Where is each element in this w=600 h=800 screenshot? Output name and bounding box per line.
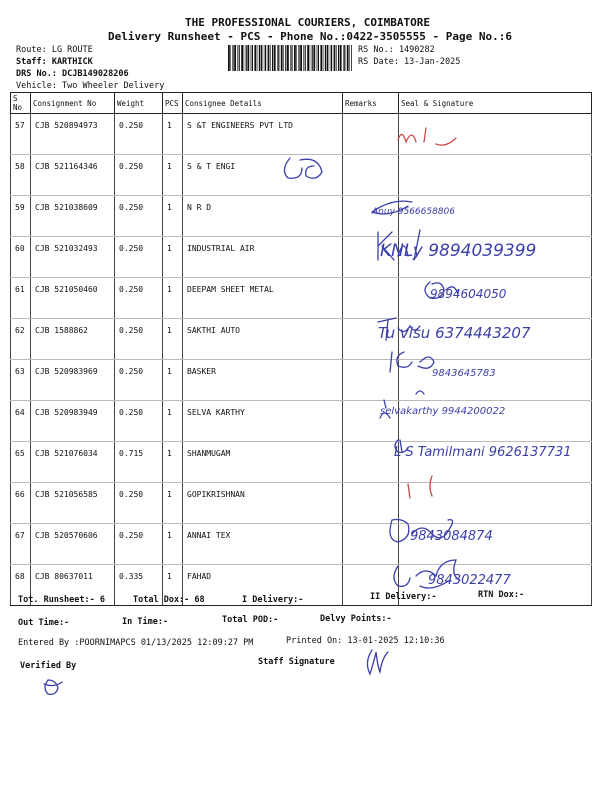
barcode-bar [261, 45, 263, 71]
cell-consignee: SELVA KARTHY [183, 401, 343, 442]
table-row [11, 524, 592, 565]
barcode-bar [291, 45, 292, 71]
barcode-bar [257, 45, 258, 71]
cell-sno: 61 [11, 278, 31, 319]
cell-signature [399, 442, 592, 483]
cell-sno: 59 [11, 196, 31, 237]
cell-sno: 66 [11, 483, 31, 524]
barcode-bar [330, 45, 331, 71]
barcode-bar [336, 45, 337, 71]
cell-signature [399, 237, 592, 278]
table-row [11, 360, 592, 401]
handwriting-65: L S Tamilmani 9626137731 [394, 445, 572, 460]
handwriting-64: selvakarthy 9944200022 [380, 406, 506, 417]
handwriting-67: 9843084874 [410, 529, 493, 544]
barcode-bar [325, 45, 326, 71]
barcode-bar [334, 45, 336, 71]
barcode-bar [274, 45, 276, 71]
cell-pcs: 1 [163, 114, 183, 155]
barcode-bar [349, 45, 350, 71]
barcode-bar [285, 45, 286, 71]
verified-by-label: Verified By [20, 661, 77, 671]
barcode-bar [307, 45, 309, 71]
handwriting-63: 9843645783 [432, 368, 496, 379]
barcode-bar [351, 45, 352, 71]
cell-signature [399, 360, 592, 401]
cell-weight: 0.250 [115, 524, 163, 565]
cell-sno: 58 [11, 155, 31, 196]
handwriting-60: KNLy 9894039399 [380, 241, 537, 261]
cell-weight: 0.250 [115, 155, 163, 196]
cell-consignee: DEEPAM SHEET METAL [183, 278, 343, 319]
col-header-pcs: PCS [163, 93, 183, 114]
cell-consignment: CJB 520894973 [31, 114, 115, 155]
cell-consignment: CJB 80637011 [31, 565, 115, 606]
cell-consignment: CJB 1588862 [31, 319, 115, 360]
barcode-image [228, 45, 352, 71]
barcode-bar [338, 45, 339, 71]
table-row [11, 278, 592, 319]
col-header-signature: Seal & Signature [399, 93, 592, 114]
cell-consignee: FAHAD [183, 565, 343, 606]
cell-remarks [343, 442, 399, 483]
cell-consignment: CJB 521038609 [31, 196, 115, 237]
rtn-dox: RTN Dox:- [478, 590, 525, 600]
cell-pcs: 1 [163, 155, 183, 196]
staff-signature-label: Staff Signature [258, 657, 335, 667]
cell-signature [399, 196, 592, 237]
barcode-bar [303, 45, 304, 71]
cell-sno: 68 [11, 565, 31, 606]
cell-pcs: 1 [163, 360, 183, 401]
cell-pcs: 1 [163, 565, 183, 606]
cell-remarks [343, 401, 399, 442]
handwriting-62: Tu visu 6374443207 [378, 324, 531, 342]
barcode-bar [296, 45, 297, 71]
barcode-bar [340, 45, 342, 71]
cell-signature [399, 114, 592, 155]
delvy-points: Delvy Points:- [320, 614, 392, 624]
rs-number: RS No.: 1490282 [358, 45, 435, 55]
barcode-bar [298, 45, 299, 71]
cell-pcs: 1 [163, 319, 183, 360]
barcode-bar [244, 45, 245, 71]
cell-consignment: CJB 520983949 [31, 401, 115, 442]
barcode-bar [281, 45, 283, 71]
barcode-bar [344, 45, 345, 71]
cell-sno: 63 [11, 360, 31, 401]
cell-consignee: GOPIKRISHNAN [183, 483, 343, 524]
barcode-bar [241, 45, 243, 71]
cell-consignee: S & T ENGI [183, 155, 343, 196]
barcode-bar [317, 45, 318, 71]
barcode-bar [343, 45, 344, 71]
barcode-bar [278, 45, 279, 71]
table-row [11, 401, 592, 442]
cell-sno: 64 [11, 401, 31, 442]
cell-consignment: CJB 521056585 [31, 483, 115, 524]
runsheet-table [10, 92, 592, 606]
col-header-sno: S No [11, 93, 31, 114]
barcode-bar [287, 45, 289, 71]
barcode-bar [237, 45, 238, 71]
barcode-bar [228, 45, 230, 71]
cell-consignee: S &T ENGINEERS PVT LTD [183, 114, 343, 155]
staff-label: Staff: KARTHICK [16, 57, 93, 67]
cell-weight: 0.335 [115, 565, 163, 606]
cell-sno: 65 [11, 442, 31, 483]
cell-sno: 60 [11, 237, 31, 278]
cell-signature [399, 401, 592, 442]
cell-consignee: BASKER [183, 360, 343, 401]
cell-consignment: CJB 521164346 [31, 155, 115, 196]
barcode-bar [272, 45, 273, 71]
printed-on: Printed On: 13-01-2025 12:10:36 [286, 636, 445, 646]
barcode-bar [246, 45, 247, 71]
table-row [11, 155, 592, 196]
barcode-bar [277, 45, 278, 71]
table-row [11, 196, 592, 237]
cell-consignment: CJB 521050460 [31, 278, 115, 319]
barcode-bar [252, 45, 253, 71]
barcode-bar [265, 45, 266, 71]
cell-weight: 0.250 [115, 483, 163, 524]
cell-weight: 0.250 [115, 360, 163, 401]
cell-remarks [343, 196, 399, 237]
barcode-bar [318, 45, 319, 71]
runsheet-subtitle: Delivery Runsheet - PCS - Phone No.:0422-3505555 - Page No.:6 [108, 30, 512, 43]
cell-signature [399, 155, 592, 196]
cell-consignee: INDUSTRIAL AIR [183, 237, 343, 278]
barcode-bar [268, 45, 270, 71]
barcode-bar [283, 45, 284, 71]
in-time: In Time:- [122, 617, 169, 627]
vehicle-label: Vehicle: Two Wheeler Delivery [16, 81, 165, 91]
barcode-bar [294, 45, 296, 71]
cell-signature [399, 483, 592, 524]
cell-weight: 0.250 [115, 237, 163, 278]
barcode-bar [254, 45, 256, 71]
rs-date: RS Date: 13-Jan-2025 [358, 57, 461, 67]
col-header-remarks: Remarks [343, 93, 399, 114]
barcode-bar [320, 45, 322, 71]
cell-signature [399, 278, 592, 319]
route-label: Route: LG ROUTE [16, 45, 93, 55]
cell-remarks [343, 278, 399, 319]
cell-remarks [343, 237, 399, 278]
company-name: THE PROFESSIONAL COURIERS, COIMBATORE [185, 16, 431, 29]
cell-weight: 0.250 [115, 196, 163, 237]
cell-sno: 57 [11, 114, 31, 155]
cell-pcs: 1 [163, 278, 183, 319]
table-header-row [11, 93, 592, 114]
col-header-weight: Weight [115, 93, 163, 114]
barcode-bar [264, 45, 265, 71]
cell-remarks [343, 114, 399, 155]
barcode-bar [312, 45, 313, 71]
total-pod: Total POD:- [222, 615, 279, 625]
cell-remarks [343, 483, 399, 524]
barcode-bar [327, 45, 329, 71]
cell-pcs: 1 [163, 401, 183, 442]
cell-remarks [343, 319, 399, 360]
table-row [11, 442, 592, 483]
col-header-consignee: Consignee Details [183, 93, 343, 114]
entered-by: Entered By :POORNIMAPCS 01/13/2025 12:09:27 PM [18, 638, 254, 648]
barcode-bar [230, 45, 231, 71]
barcode-bar [247, 45, 249, 71]
barcode-bar [300, 45, 302, 71]
cell-signature [399, 319, 592, 360]
cell-pcs: 1 [163, 196, 183, 237]
cell-consignment: CJB 521076034 [31, 442, 115, 483]
cell-remarks [343, 155, 399, 196]
handwriting-59: Anuy 9566658806 [372, 207, 456, 217]
barcode-bar [347, 45, 349, 71]
cell-pcs: 1 [163, 483, 183, 524]
cell-pcs: 1 [163, 524, 183, 565]
barcode-bar [323, 45, 324, 71]
cell-remarks [343, 360, 399, 401]
cell-consignment: CJB 520570606 [31, 524, 115, 565]
cell-consignee: ANNAI TEX [183, 524, 343, 565]
cell-sno: 62 [11, 319, 31, 360]
barcode-bar [232, 45, 233, 71]
table-row [11, 114, 592, 155]
barcode-bar [239, 45, 240, 71]
barcode-bar [234, 45, 236, 71]
cell-consignment: CJB 521032493 [31, 237, 115, 278]
ii-delivery: II Delivery:- [370, 592, 437, 602]
drs-number: DRS No.: DCJB149028206 [16, 69, 129, 79]
cell-remarks [343, 524, 399, 565]
out-time: Out Time:- [18, 618, 70, 628]
cell-weight: 0.250 [115, 401, 163, 442]
cell-consignment: CJB 520983969 [31, 360, 115, 401]
barcode-bar [313, 45, 315, 71]
cell-weight: 0.250 [115, 114, 163, 155]
verified-by-mark [44, 680, 62, 694]
barcode-bar [305, 45, 306, 71]
cell-weight: 0.715 [115, 442, 163, 483]
cell-pcs: 1 [163, 237, 183, 278]
table-row [11, 483, 592, 524]
barcode-bar [290, 45, 291, 71]
cell-weight: 0.250 [115, 319, 163, 360]
cell-sno: 67 [11, 524, 31, 565]
table-row [11, 319, 592, 360]
tot-runsheet: Tot. Runsheet:- 6 [18, 595, 105, 605]
cell-consignee: SAKTHI AUTO [183, 319, 343, 360]
cell-pcs: 1 [163, 442, 183, 483]
total-dox: Total Dox:- 68 [133, 595, 205, 605]
cell-weight: 0.250 [115, 278, 163, 319]
table-row [11, 237, 592, 278]
handwriting-61: 9894604050 [430, 287, 507, 301]
cell-consignee: N R D [183, 196, 343, 237]
barcode-bar [331, 45, 332, 71]
col-header-consignment: Consignment No [31, 93, 115, 114]
i-delivery: I Delivery:- [242, 595, 304, 605]
staff-signature-mark [367, 650, 388, 674]
cell-consignee: SHANMUGAM [183, 442, 343, 483]
cell-signature [399, 524, 592, 565]
barcode-bar [259, 45, 260, 71]
handwriting-68: 9843022477 [428, 573, 511, 588]
barcode-bar [251, 45, 252, 71]
barcode-bar [270, 45, 271, 71]
barcode-bar [310, 45, 311, 71]
